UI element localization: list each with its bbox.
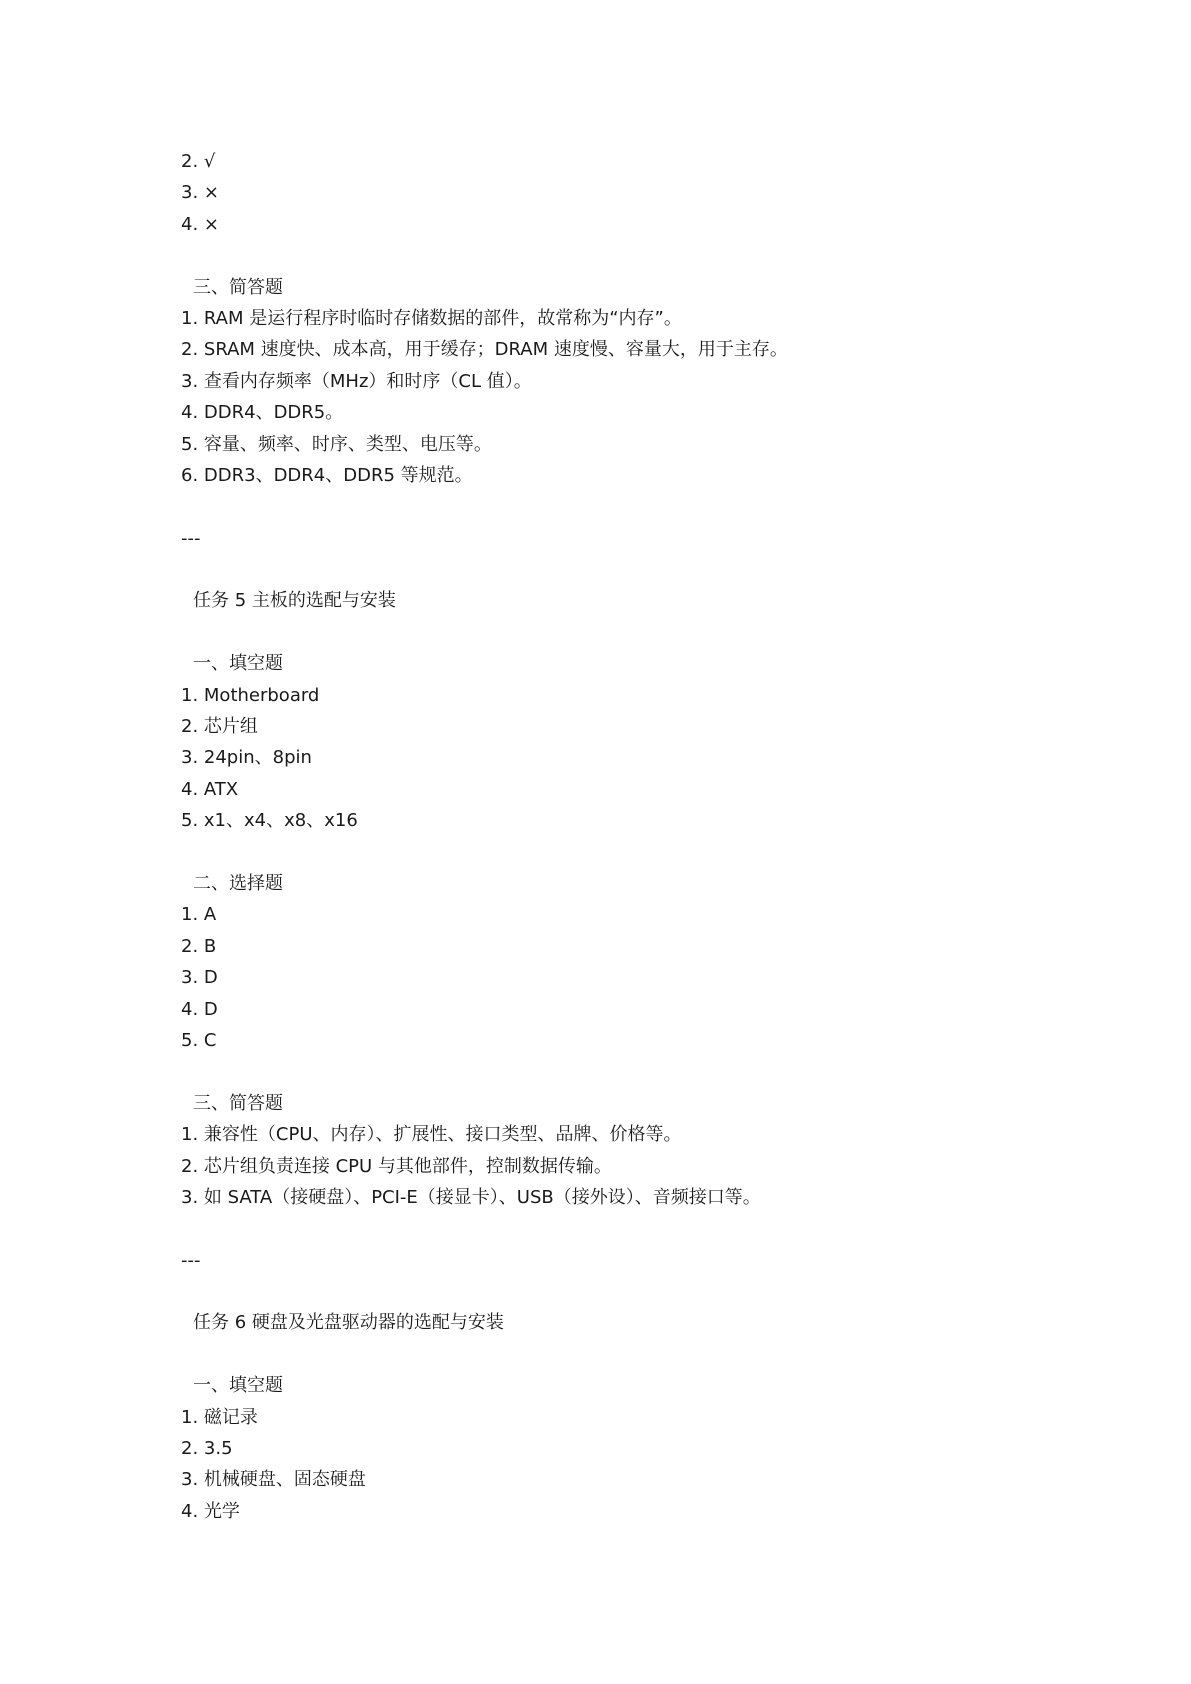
answer-line: 3. × [181,182,219,204]
section-heading: 三、简答题 [193,276,283,298]
answer-line: 1. A [181,904,217,926]
answer-line: 2. B [181,935,217,957]
answer-line: 1. RAM 是运行程序时临时存储数据的部件，故常称为“内存”。 [181,307,682,329]
answer-line: 2. 芯片组负责连接 CPU 与其他部件，控制数据传输。 [181,1155,612,1177]
section-divider: --- [181,527,201,549]
blank-line [181,1213,1001,1244]
answer-line: 5. 容量、频率、时序、类型、电压等。 [181,433,492,455]
answer-line: 5. C [181,1029,217,1051]
document-body [181,146,1001,1527]
answer-line: 3. 24pin、8pin [181,747,312,769]
section-heading: 任务 5 主板的选配与安装 [193,590,396,612]
answer-line: 3. 如 SATA（接硬盘）、PCI-E（接显卡）、USB（接外设）、音频接口等。 [181,1186,761,1208]
answer-line: 2. √ [181,151,216,172]
answer-line: 4. D [181,998,218,1020]
section-divider: --- [181,1249,201,1271]
section-heading: 二、选择题 [193,872,283,894]
answer-line: 3. 机械硬盘、固态硬盘 [181,1469,366,1491]
answer-line: 2. 芯片组 [181,716,258,738]
answer-line: 4. 光学 [181,1500,240,1522]
section-heading: 一、填空题 [193,653,283,675]
section-heading: 一、填空题 [193,1375,283,1397]
answer-line: 1. Motherboard [181,684,320,706]
section-heading: 任务 6 硬盘及光盘驱动器的选配与安装 [193,1312,504,1334]
answer-line: 6. DDR3、DDR4、DDR5 等规范。 [181,464,473,486]
answer-line: 3. D [181,967,218,989]
blank-line [181,1056,1001,1087]
blank-line [181,837,1001,868]
answer-line: 4. ATX [181,778,239,800]
section-heading: 三、简答题 [193,1092,283,1114]
answer-line: 3. 查看内存频率（MHz）和时序（CL 值）。 [181,370,532,392]
blank-line [181,617,1001,648]
blank-line [181,554,1001,585]
blank-line [181,240,1001,271]
answer-line: 1. 兼容性（CPU、内存）、扩展性、接口类型、品牌、价格等。 [181,1124,682,1146]
answer-line: 5. x1、x4、x8、x16 [181,810,358,832]
blank-line [181,1276,1001,1307]
answer-line: 4. DDR4、DDR5。 [181,402,344,424]
answer-line: 2. 3.5 [181,1438,233,1460]
answer-line: 4. × [181,213,219,235]
answer-line: 1. 磁记录 [181,1406,258,1428]
answer-line: 2. SRAM 速度快、成本高，用于缓存；DRAM 速度慢、容量大，用于主存。 [181,339,788,361]
blank-line [181,1339,1001,1370]
blank-line [181,491,1001,522]
